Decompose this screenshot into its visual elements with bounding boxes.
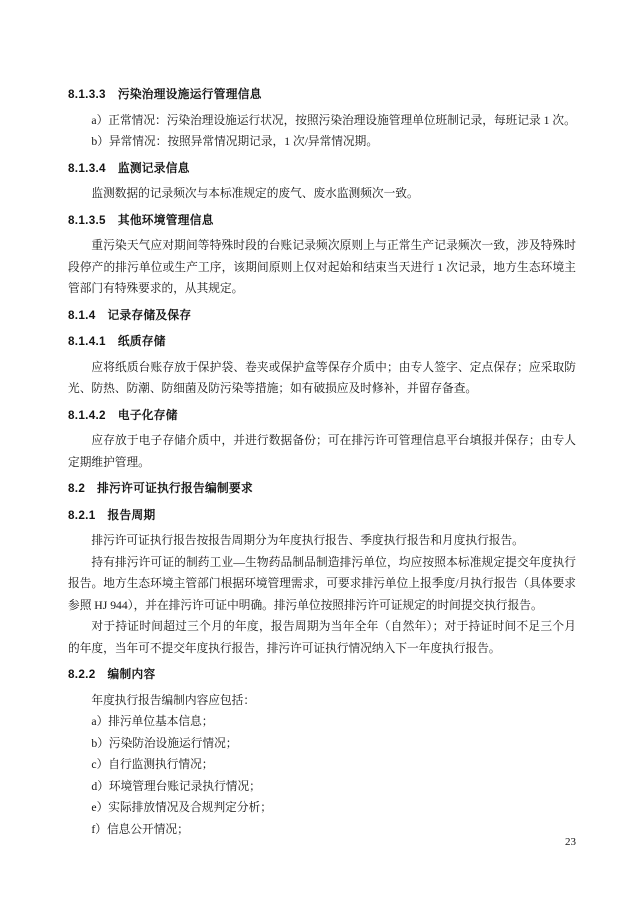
list-item-b-facility-status: b）污染防治设施运行情况； xyxy=(91,736,238,750)
section-heading-8-2-2: 8.2.2 编制内容 xyxy=(68,668,156,681)
list-item-c-self-monitoring: c）自行监测执行情况； xyxy=(91,758,214,771)
section-heading-8-2: 8.2 排污许可证执行报告编制要求 xyxy=(68,482,253,495)
section-heading-8-1-4: 8.1.4 记录存储及保存 xyxy=(68,308,192,322)
page-number: 23 xyxy=(565,836,576,848)
document-body xyxy=(68,79,576,840)
list-item-e-actual-emission: e）实际排放情况及合规判定分析； xyxy=(91,801,272,814)
section-heading-8-1-3-4: 8.1.3.4 监测记录信息 xyxy=(68,161,190,175)
list-item-a-basic-info: a）排污单位基本信息； xyxy=(91,715,214,728)
section-heading-8-1-3-3: 8.1.3.3 污染治理设施运行管理信息 xyxy=(68,88,262,101)
section-heading-8-1-4-2: 8.1.4.2 电子化存储 xyxy=(68,408,178,422)
paragraph-report-content-intro: 年度执行报告编制内容应包括： xyxy=(91,693,256,707)
paragraph-paper-storage: 应将纸质台账存放于保护袋、卷夹或保护盒等保存介质中；由专人签字、定点保存；应采取防光、防热、防潮、防细菌及防污染等措施；如有破损应及时修补，并留存备查。 xyxy=(68,360,576,395)
paragraph-special-period: 重污染天气应对期间等特殊时段的台账记录频次原则上与正常生产记录频次一致，涉及特殊时段停产的排污单位或生产工序，该期间原则上仅对起始和结束当天进行 1 次记录，地方生态环境主管部门有特殊要求的，从其规定。 xyxy=(68,239,576,295)
paragraph-e-storage: 应存放于电子存储介质中，并进行数据备份；可在排污许可管理信息平台填报并保存；由专人定期维护管理。 xyxy=(68,434,576,469)
section-heading-8-1-4-1: 8.1.4.1 纸质存储 xyxy=(68,335,166,348)
paragraph-report-cycle-1: 排污许可证执行报告按报告周期分为年度执行报告、季度执行报告和月度执行报告。 xyxy=(91,534,524,547)
paragraph-monitoring: 监测数据的记录频次与本标准规定的废气、废水监测频次一致。 xyxy=(91,187,419,200)
list-item-d-ledger-records: d）环境管理台账记录执行情况； xyxy=(91,779,261,793)
paragraph-report-cycle-2: 持有排污许可证的制药工业—生物药品制品制造排污单位，均应按照本标准规定提交年度执行报告。地方生态环境主管部门根据环境管理需求，可要求排污单位上报季度/月执行报告（具体要求参照 HJ 944），并在排污许可证中明确。排污单位按照排污许可证规定的时间提交执行报告。 xyxy=(68,555,576,612)
paragraph-report-cycle-3: 对于持证时间超过三个月的年度，报告周期为当年全年（自然年）；对于持证时间不足三个月的年度，当年可不提交年度执行报告，排污许可证执行情况纳入下一年度执行报告。 xyxy=(68,620,576,655)
section-heading-8-2-1: 8.2.1 报告周期 xyxy=(68,508,156,522)
list-item-f-info-disclosure: f）信息公开情况； xyxy=(91,822,189,836)
list-item-a-normal: a）正常情况：污染治理设施运行状况，按照污染治理设施管理单位班制记录，每班记录 1 次。 xyxy=(91,113,576,127)
list-item-b-abnormal: b）异常情况：按照异常情况期记录，1 次/异常情况期。 xyxy=(91,135,379,148)
section-heading-8-1-3-5: 8.1.3.5 其他环境管理信息 xyxy=(68,213,214,227)
